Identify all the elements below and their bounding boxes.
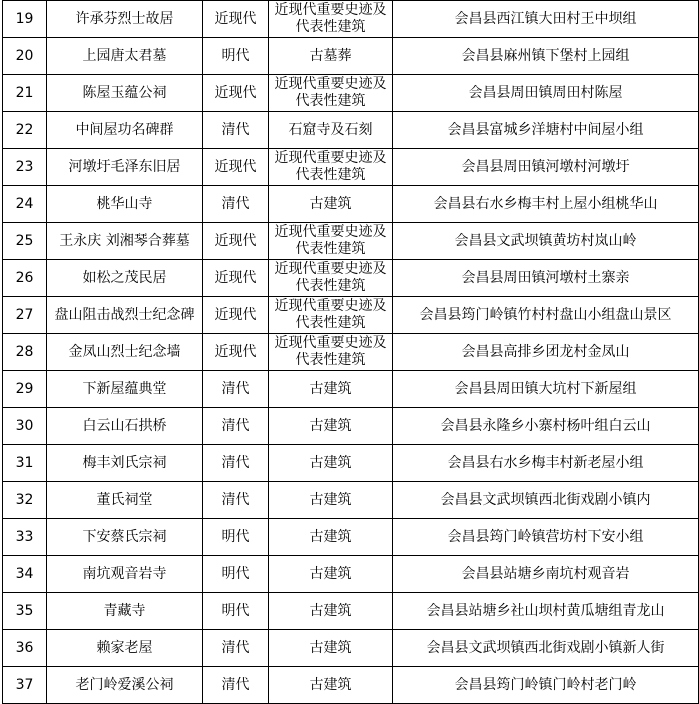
location-cell: 会昌县右水乡梅丰村上屋小组桃华山 bbox=[393, 186, 699, 223]
era-cell: 清代 bbox=[203, 408, 269, 445]
location-cell: 会昌县周田镇河墩村土寨亲 bbox=[393, 260, 699, 297]
site-name-cell: 下新屋蕴典堂 bbox=[47, 371, 203, 408]
site-name-cell: 老门岭爱溪公祠 bbox=[47, 667, 203, 704]
row-number-cell: 37 bbox=[3, 667, 47, 704]
location-cell: 会昌县高排乡团龙村金凤山 bbox=[393, 334, 699, 371]
table-row bbox=[3, 445, 699, 482]
era-cell: 明代 bbox=[203, 556, 269, 593]
table-row bbox=[3, 334, 699, 371]
site-name-cell: 中间屋功名碑群 bbox=[47, 112, 203, 149]
era-cell: 清代 bbox=[203, 186, 269, 223]
category-cell: 近现代重要史迹及代表性建筑 bbox=[269, 1, 393, 38]
row-number-cell: 20 bbox=[3, 38, 47, 75]
location-cell: 会昌县站塘乡社山坝村黄瓜塘组青龙山 bbox=[393, 593, 699, 630]
location-cell: 会昌县筠门岭镇营坊村下安小组 bbox=[393, 519, 699, 556]
category-cell: 近现代重要史迹及代表性建筑 bbox=[269, 149, 393, 186]
era-cell: 清代 bbox=[203, 667, 269, 704]
category-cell: 古建筑 bbox=[269, 371, 393, 408]
era-cell: 近现代 bbox=[203, 260, 269, 297]
row-number-cell: 27 bbox=[3, 297, 47, 334]
era-cell: 明代 bbox=[203, 38, 269, 75]
location-cell: 会昌县文武坝镇西北街戏剧小镇新人街 bbox=[393, 630, 699, 667]
category-cell: 近现代重要史迹及代表性建筑 bbox=[269, 334, 393, 371]
row-number-cell: 24 bbox=[3, 186, 47, 223]
site-name-cell: 金凤山烈士纪念墙 bbox=[47, 334, 203, 371]
category-cell: 古建筑 bbox=[269, 482, 393, 519]
category-cell: 古建筑 bbox=[269, 556, 393, 593]
category-cell: 古建筑 bbox=[269, 186, 393, 223]
era-cell: 近现代 bbox=[203, 297, 269, 334]
era-cell: 明代 bbox=[203, 519, 269, 556]
location-cell: 会昌县站塘乡南坑村观音岩 bbox=[393, 556, 699, 593]
category-cell: 近现代重要史迹及代表性建筑 bbox=[269, 75, 393, 112]
table-row bbox=[3, 297, 699, 334]
row-number-cell: 23 bbox=[3, 149, 47, 186]
site-name-cell: 梅丰刘氏宗祠 bbox=[47, 445, 203, 482]
table-row bbox=[3, 75, 699, 112]
row-number-cell: 21 bbox=[3, 75, 47, 112]
era-cell: 近现代 bbox=[203, 223, 269, 260]
era-cell: 明代 bbox=[203, 593, 269, 630]
location-cell: 会昌县右水乡梅丰村新老屋小组 bbox=[393, 445, 699, 482]
row-number-cell: 22 bbox=[3, 112, 47, 149]
category-cell: 近现代重要史迹及代表性建筑 bbox=[269, 223, 393, 260]
category-cell: 近现代重要史迹及代表性建筑 bbox=[269, 297, 393, 334]
table-row bbox=[3, 408, 699, 445]
category-cell: 近现代重要史迹及代表性建筑 bbox=[269, 260, 393, 297]
site-name-cell: 许承芬烈士故居 bbox=[47, 1, 203, 38]
category-cell: 石窟寺及石刻 bbox=[269, 112, 393, 149]
site-name-cell: 盘山阻击战烈士纪念碑 bbox=[47, 297, 203, 334]
table-row bbox=[3, 149, 699, 186]
row-number-cell: 30 bbox=[3, 408, 47, 445]
location-cell: 会昌县麻州镇下堡村上园组 bbox=[393, 38, 699, 75]
site-name-cell: 南坑观音岩寺 bbox=[47, 556, 203, 593]
table-row bbox=[3, 482, 699, 519]
category-cell: 古建筑 bbox=[269, 408, 393, 445]
era-cell: 近现代 bbox=[203, 75, 269, 112]
row-number-cell: 31 bbox=[3, 445, 47, 482]
table-row bbox=[3, 38, 699, 75]
row-number-cell: 28 bbox=[3, 334, 47, 371]
row-number-cell: 26 bbox=[3, 260, 47, 297]
location-cell: 会昌县永隆乡小寨村杨叶组白云山 bbox=[393, 408, 699, 445]
site-name-cell: 王永庆 刘湘琴合葬墓 bbox=[47, 223, 203, 260]
row-number-cell: 25 bbox=[3, 223, 47, 260]
table-row bbox=[3, 667, 699, 704]
category-cell: 古建筑 bbox=[269, 630, 393, 667]
site-name-cell: 桃华山寺 bbox=[47, 186, 203, 223]
row-number-cell: 19 bbox=[3, 1, 47, 38]
location-cell: 会昌县富城乡洋塘村中间屋小组 bbox=[393, 112, 699, 149]
site-name-cell: 青藏寺 bbox=[47, 593, 203, 630]
site-name-cell: 白云山石拱桥 bbox=[47, 408, 203, 445]
location-cell: 会昌县周田镇大坑村下新屋组 bbox=[393, 371, 699, 408]
table-row bbox=[3, 1, 699, 38]
location-cell: 会昌县周田镇河墩村河墩圩 bbox=[393, 149, 699, 186]
era-cell: 近现代 bbox=[203, 149, 269, 186]
site-name-cell: 下安蔡氏宗祠 bbox=[47, 519, 203, 556]
table-row bbox=[3, 371, 699, 408]
location-cell: 会昌县文武坝镇黄坊村岚山岭 bbox=[393, 223, 699, 260]
category-cell: 古建筑 bbox=[269, 593, 393, 630]
category-cell: 古建筑 bbox=[269, 445, 393, 482]
site-name-cell: 董氏祠堂 bbox=[47, 482, 203, 519]
location-cell: 会昌县西江镇大田村王中坝组 bbox=[393, 1, 699, 38]
era-cell: 清代 bbox=[203, 445, 269, 482]
location-cell: 会昌县筠门岭镇竹村村盘山小组盘山景区 bbox=[393, 297, 699, 334]
table-row bbox=[3, 556, 699, 593]
site-name-cell: 陈屋玉蕴公祠 bbox=[47, 75, 203, 112]
category-cell: 古建筑 bbox=[269, 519, 393, 556]
row-number-cell: 34 bbox=[3, 556, 47, 593]
table-row bbox=[3, 112, 699, 149]
category-cell: 古建筑 bbox=[269, 667, 393, 704]
table-row bbox=[3, 186, 699, 223]
site-name-cell: 河墩圩毛泽东旧居 bbox=[47, 149, 203, 186]
location-cell: 会昌县周田镇周田村陈屋 bbox=[393, 75, 699, 112]
category-cell: 古墓葬 bbox=[269, 38, 393, 75]
row-number-cell: 32 bbox=[3, 482, 47, 519]
location-cell: 会昌县文武坝镇西北街戏剧小镇内 bbox=[393, 482, 699, 519]
row-number-cell: 29 bbox=[3, 371, 47, 408]
era-cell: 近现代 bbox=[203, 334, 269, 371]
row-number-cell: 35 bbox=[3, 593, 47, 630]
location-cell: 会昌县筠门岭镇门岭村老门岭 bbox=[393, 667, 699, 704]
era-cell: 清代 bbox=[203, 371, 269, 408]
site-name-cell: 赖家老屋 bbox=[47, 630, 203, 667]
table-row bbox=[3, 260, 699, 297]
table-body bbox=[3, 1, 699, 704]
table-row bbox=[3, 593, 699, 630]
row-number-cell: 33 bbox=[3, 519, 47, 556]
table-row bbox=[3, 630, 699, 667]
table-row bbox=[3, 519, 699, 556]
row-number-cell: 36 bbox=[3, 630, 47, 667]
era-cell: 清代 bbox=[203, 112, 269, 149]
era-cell: 近现代 bbox=[203, 1, 269, 38]
table-row bbox=[3, 223, 699, 260]
era-cell: 清代 bbox=[203, 630, 269, 667]
heritage-table bbox=[2, 0, 699, 704]
site-name-cell: 如松之茂民居 bbox=[47, 260, 203, 297]
site-name-cell: 上园唐太君墓 bbox=[47, 38, 203, 75]
era-cell: 清代 bbox=[203, 482, 269, 519]
